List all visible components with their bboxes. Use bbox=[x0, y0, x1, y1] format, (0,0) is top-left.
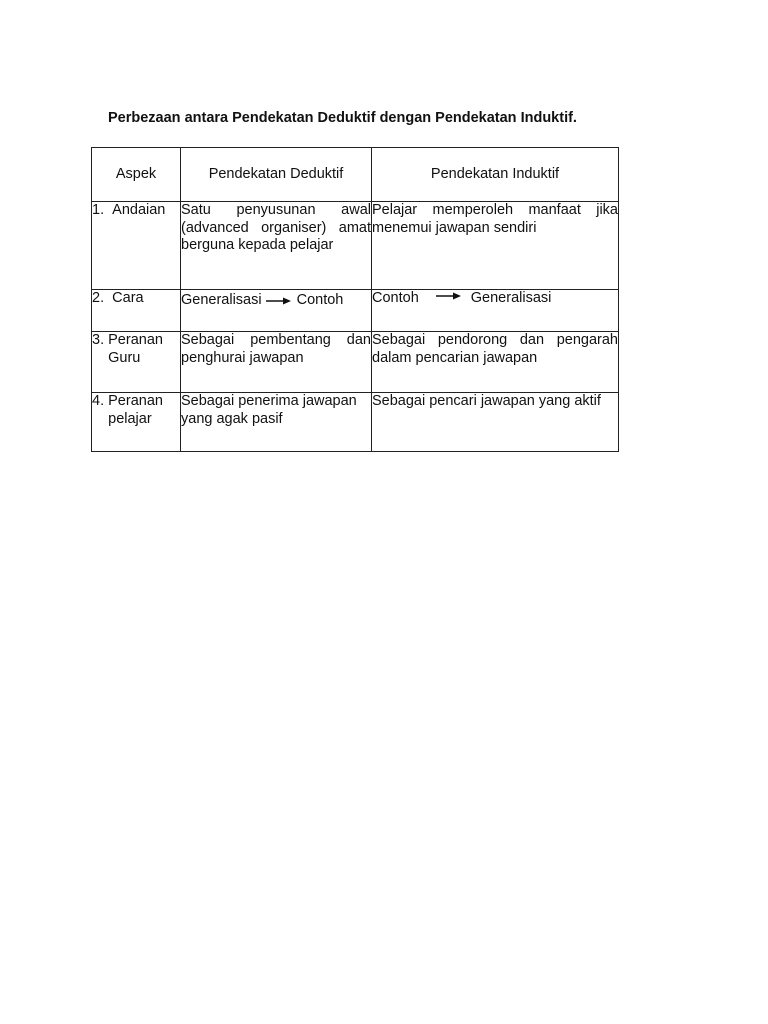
aspect-cell bbox=[92, 332, 181, 393]
comparison-table bbox=[91, 147, 619, 452]
table-row bbox=[92, 290, 619, 332]
flow-to: Generalisasi bbox=[470, 290, 552, 306]
row-number: 2. bbox=[92, 290, 105, 306]
deduktif-cell: Satu penyusunan awal (advanced organiser) amat berguna kepada pelajar bbox=[181, 202, 372, 290]
document-title: Perbezaan antara Pendekatan Deduktif dengan Pendekatan Induktif. bbox=[108, 110, 577, 126]
flow-from: Contoh bbox=[372, 290, 419, 306]
header-induktif: Pendekatan Induktif bbox=[372, 148, 619, 202]
aspect-cell bbox=[92, 290, 181, 332]
aspect-label: Peranan pelajar bbox=[108, 393, 163, 427]
table-row bbox=[92, 393, 619, 452]
induktif-cell: Sebagai pencari jawapan yang aktif bbox=[372, 393, 619, 452]
aspect-label: Cara bbox=[112, 290, 144, 306]
right-arrow-icon bbox=[436, 289, 462, 307]
induktif-cell: Pelajar memperoleh manfaat jika menemui jawapan sendiri bbox=[372, 202, 619, 290]
header-aspek: Aspek bbox=[92, 148, 181, 202]
row-number: 3. bbox=[92, 332, 105, 348]
row-number: 1. bbox=[92, 202, 105, 218]
row-number: 4. bbox=[92, 393, 105, 409]
right-arrow-icon bbox=[266, 294, 292, 312]
aspect-label: Peranan Guru bbox=[108, 332, 163, 366]
aspect-label: Andaian bbox=[112, 202, 166, 218]
flow-from: Generalisasi bbox=[181, 292, 262, 308]
table-row bbox=[92, 332, 619, 393]
deduktif-cell: Sebagai penerima jawapan yang agak pasif bbox=[181, 393, 372, 452]
deduktif-cell: Sebagai pembentang dan penghurai jawapan bbox=[181, 332, 372, 393]
deduktif-cell bbox=[181, 290, 372, 332]
flow-to: Contoh bbox=[296, 292, 344, 308]
table-header-row bbox=[92, 148, 619, 202]
header-deduktif: Pendekatan Deduktif bbox=[181, 148, 372, 202]
induktif-cell: Sebagai pendorong dan pengarah dalam pencarian jawapan bbox=[372, 332, 619, 393]
aspect-cell bbox=[92, 202, 181, 290]
table-row bbox=[92, 202, 619, 290]
induktif-cell bbox=[372, 290, 619, 332]
aspect-cell bbox=[92, 393, 181, 452]
